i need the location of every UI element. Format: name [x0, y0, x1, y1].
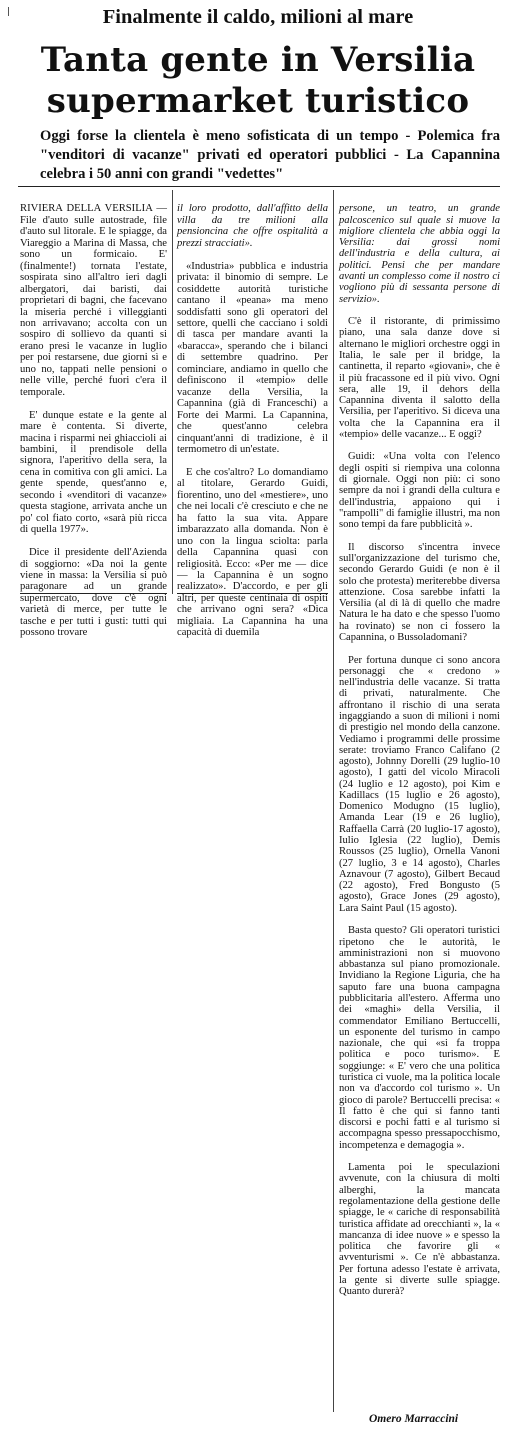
- headline: [0, 40, 516, 122]
- paragraph: E' dunque estate e la gente al mare è contenta. Si diverte, macina i risparmi nei ghiaccioli ai bambini, il prendisole della signora, l'aperitivo della sera, la cena in comitiva con gli amici. La gente spende, quest'anno e, secondo i «venditori di vacanze» questa stagione, arrivata anche un po' col fiato corto, «sarà più ricca di quella 1977».: [20, 409, 167, 536]
- column-1: [20, 192, 167, 650]
- paragraph: Dice il presidente dell'Azienda di soggiorno: «Da noi la gente viene in massa: la Versilia si può paragonare ad un grande supermercato, dove c'è ogni varietà di merce, per tutte le tasche e per tutti i gusti: tutti qui possono trovare: [20, 547, 167, 639]
- column-1-end-rule: [20, 593, 167, 594]
- paragraph: Lamenta poi le speculazioni avvenute, con la chiusura di molti alberghi, la mancata regolamentazione della gestione delle spiagge, le « cariche di responsabilità turistica affidate ad orecchianti », la « mancanza di idee nuove » e spesso la politica che favorire gli « avventurismi ». Ce n'è abbastanza. Per fortuna adesso l'estate è arrivata, la gente si diverte sulle spiagge. Quanto durerà?: [339, 1162, 500, 1298]
- kicker: Finalmente il caldo, milioni al mare: [102, 6, 414, 28]
- paragraph: persone, un teatro, un grande palcoscenico sul quale si muove la migliore clientela che abbia oggi la Versilia: dai grossi nomi dell'industria e della cultura, ai politici. Pensi che per mandare avanti un complesso come il nostro ci vogliono più di sessanta persone di servizio».: [339, 203, 500, 305]
- paragraph: RIVIERA DELLA VERSILIA — File d'auto sulle autostrade, file d'auto sul litorale. E le spiagge, da Viareggio a Marina di Massa, che sono un formicaio. E' (finalmente!) tornata l'estate, sospirata sino all'altro ieri dagli albergatori, dai baristi, dai proprietari di bagni, che facevano la miseria perché i villeggianti non arrivavano; accolta con un sospiro di sollievo da quanti si erano presi le vacanze in luglio per poi restarsene, due giorni sì e uno no, tappati nelle pensioni o nelle ville, perché fuori c'era il temporale.: [20, 203, 167, 398]
- column-2-end-rule: [177, 593, 328, 594]
- summary-rule: [18, 186, 500, 187]
- paragraph: «Industria» pubblica e industria privata: il binomio di sempre. Le cosiddette autorità turistiche cantano il «peana» ma meno soddisfatti sono gli operatori del settore, quelli che cacciano i soldi di tasca per mandare avanti la «baracca», sperando che i bilanci di settembre quadrino. Per cominciare, andiamo in quello che definiscono il «tempio» delle vacanze della Versilia, la Capannina (già di Franceschi) a Forte dei Marmi. La Capannina, che quest'anno celebra cinquant'anni di tradizione, è il termometro di un'estate.: [177, 260, 328, 455]
- byline: Omero Marraccini: [369, 1413, 459, 1425]
- paragraph: Il discorso s'incentra invece sull'organizzazione del turismo che, secondo Gerardo Guidi (e non è il solo che protesta) meriterebbe diversa attenzione. Cosa sarebbe infatti la Versilia (al di là di quello che madre Natura le ha dato e che spesso l'uomo ha rovinato) se non ci fossero la Capannina, o Bussoladomani?: [339, 541, 500, 643]
- paragraph: Basta questo? Gli operatori turistici ripetono che le autorità, le amministrazioni non si muovono abbastanza sul piano promozionale. Invidiano la Regione Liguria, che ha saputo fare una buona campagna pubblicitaria all'estero. Afferma uno dei «maghi» della Versilia, il commendator Emiliano Bertuccelli, un esponente del turismo in campo nazionale, che qui «si fa troppa politica e poco turismo». E soggiunge: « E' vero che una politica turistica ci vuole, ma la politica locale non va d'accordo col turismo ». Un gioco di parole? Bertuccelli precisa: « Il fatto è che qui si fanno tanti discorsi e pochi fatti e al turismo si accompagna spesso pressapocchismo, incompetenza e demagogia ».: [339, 925, 500, 1151]
- headline-line-1: Tanta gente in Versilia: [40, 40, 476, 80]
- column-divider: [172, 190, 173, 594]
- paragraph: E che cos'altro? Lo domandiamo al titolare, Gerardo Guidi, fiorentino, uno del «mestiere», uno che nei locali c'è cresciuto e che ne ha fatto la sua vita. Appare imbarazzato alla domanda. Non è uno con la lingua sciolta: parla della Capannina quasi con religiosità. Ecco: «Per me — dice — la Capannina è un sogno realizzato». D'accordo, e per gli altri, per queste centinaia di ospiti che arrivano ogni sera? «Dica migliaia. La Capannina ha una capacità di duemila: [177, 466, 328, 639]
- column-2: [177, 192, 328, 650]
- column-3: [339, 192, 500, 1309]
- headline-line-2: supermarket turistico: [46, 81, 470, 121]
- paragraph: Guidi: «Una volta con l'elenco degli ospiti si riempiva una colonna di giornale. Oggi non più: ci sono sempre da noi i grandi della cultura e dell'industria, appaiono qui i "rampolli" di famiglie illustri, ma non sono tempi da fare pubblicità ».: [339, 451, 500, 531]
- paragraph: Per fortuna dunque ci sono ancora personaggi che « credono » nell'industria delle vacanze. Si tratta di privati, naturalmente. Che affrontano il rischio di una serata ingaggiando a suon di milioni i nomi di prestigio nel mondo della canzone. Vediamo i programmi delle prossime serate: troviamo Franco Califano (2 agosto), Johnny Dorelli (29 luglio-10 agosto), I gatti del vicolo Miracoli (24 luglio e 12 agosto), poi Kim e Kadillacs (15 luglio e 26 agosto), Domenico Modugno (15 luglio), Amanda Lear (19 e 26 luglio), Raffaella Carrà (20 luglio-17 agosto), Iulio Iglesia (22 luglio), Demis Roussos (25 luglio), Ornella Vanoni (27 luglio, 3 e 14 agosto), Charles Aznavour (7 agosto), Gilbert Becaud (22 agosto), Fred Bongusto (5 agosto), Grace Jones (29 agosto), Lara Saint Paul (15 agosto).: [339, 654, 500, 914]
- paragraph: il loro prodotto, dall'affitto della villa da tre milioni alla pensioncina che offre ospitalità a prezzi stracciati».: [177, 203, 328, 249]
- paragraph: C'è il ristorante, di primissimo piano, una sala danze dove si alternano le migliori orchestre oggi in Italia, le sale per il bridge, la cantinetta, il reparto «giovani», che è il più fracassone ed il più vivo. Ogni sera, alle 19, il dehors della Capannina diventa il salotto della Versilia, per l'aperitivo. Si diceva una volta che la Capannina era il «tempio» delle vacanze... E oggi?: [339, 316, 500, 440]
- summary: Oggi forse la clientela è meno sofisticata di un tempo - Polemica fra "venditori di vacanze" privati ed operatori pubblici - La Capannina celebra i 50 anni con grandi "vedettes": [40, 128, 500, 182]
- column-divider: [333, 190, 334, 1412]
